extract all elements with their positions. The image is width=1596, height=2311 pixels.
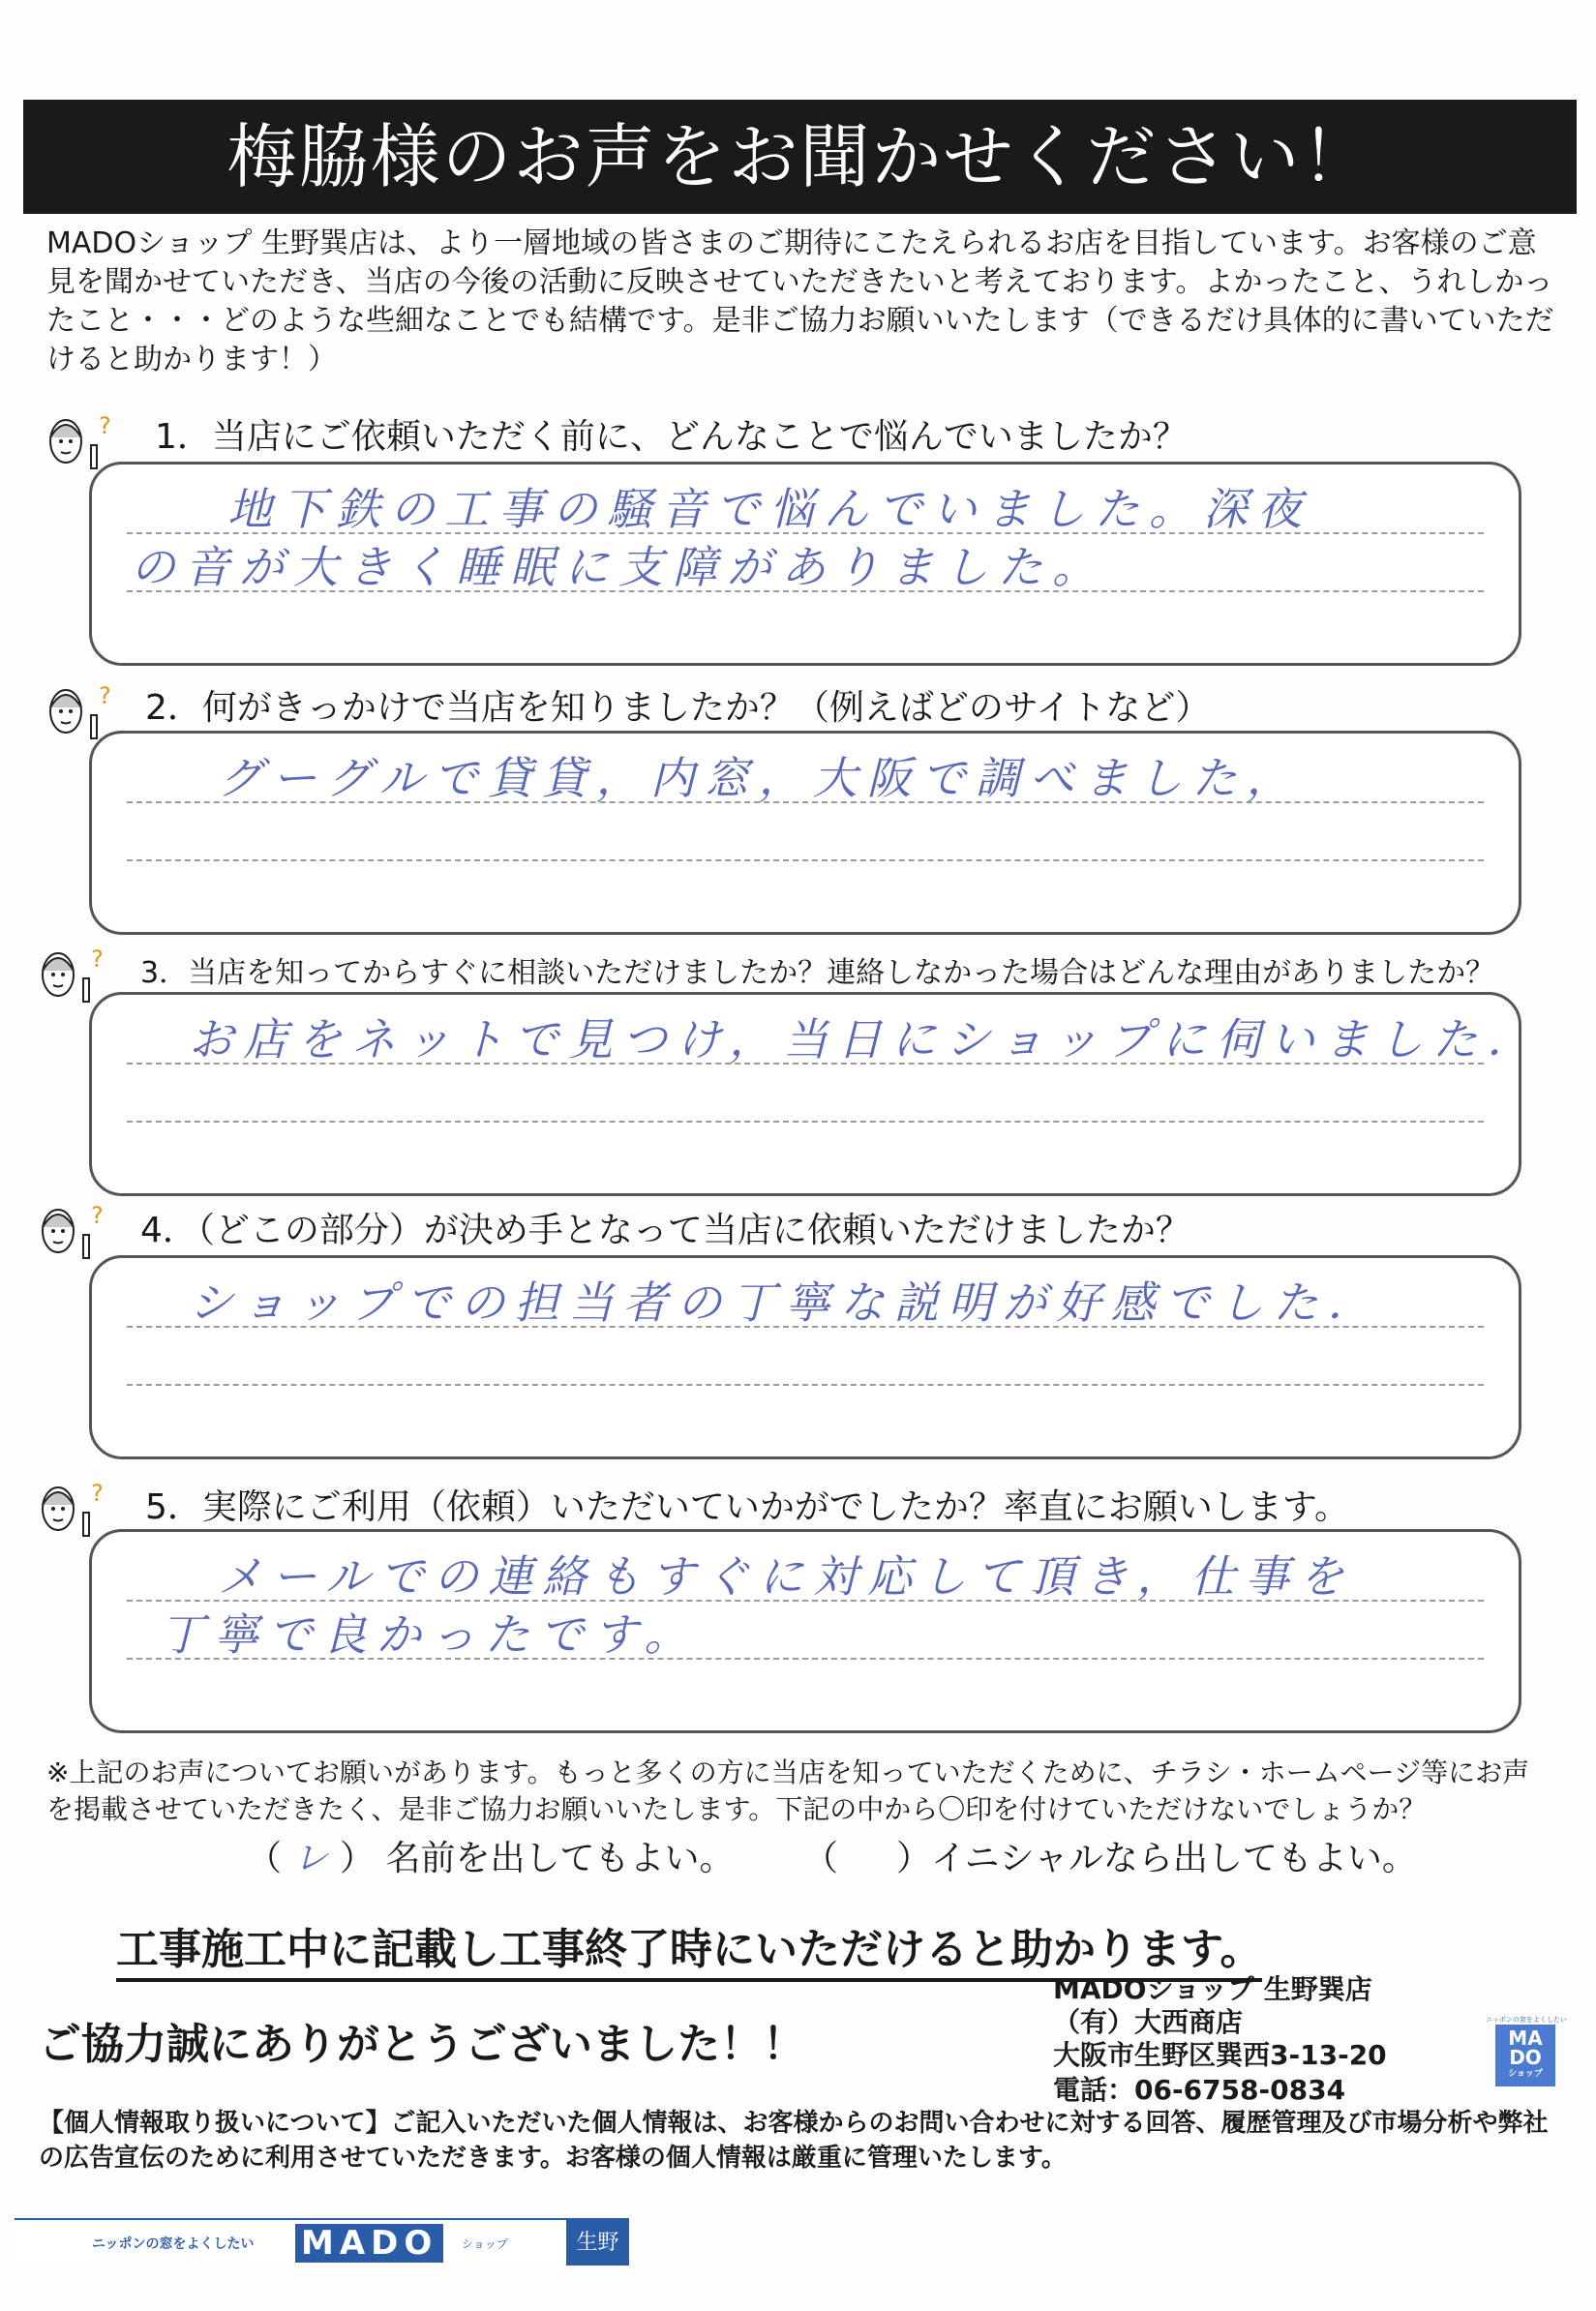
privacy-notice: 【個人情報取り扱いについて】ご記入いただいた個人情報は、お客様からのお問い合わせに対する回答、履歴管理及び市場分析や弊社の広告宣伝のために利用させていただきます。お客様の個人情報は厳重に管理いたします。 [39,2109,1549,2173]
thanks-message: ご協力誠にありがとうございました！！ [39,2020,805,2069]
person-thinking-icon [35,1200,110,1260]
answer-box-4 [89,1255,1521,1459]
answer-box-2 [89,731,1521,935]
footer-tagline: ニッポンの窓をよくしたい [92,2236,255,2252]
person-thinking-icon [43,680,118,740]
consent-open-paren: （ [803,1839,839,1878]
question-3: 3．当店を知ってからすぐに相談いただけましたか？連絡しなかった場合はどんな理由がありましたか？ [140,956,1495,990]
answer-box-5 [89,1529,1521,1733]
question-5: 5．実際にご利用（依頼）いただいていかがでしたか？率直にお願いします。 [145,1487,1350,1527]
question-1: 1．当店にご依頼いただく前に、どんなことで悩んでいましたか？ [155,417,1188,457]
shop-address: 大阪市生野区巽西3-13-20 [1053,2039,1387,2071]
request-line: 工事施工中に記載し工事終了時にいただけると助かります。 [116,1914,1262,1982]
answer-1-line-2: の音が大きく睡眠に支障がありました。 [131,541,1106,593]
consent-option-name[interactable] [247,1831,735,1880]
logo-tagline: ニッポンの窓をよくしたい [1486,2016,1567,2024]
footer-store: 生野巽 [566,2220,629,2266]
answer-3-line-1: お店をネットで見つけ，当日にショップに伺いました． [189,1013,1542,1065]
answer-2-line-1: グーグルで貸貸，内窓，大阪で調べました， [218,752,1301,804]
footer-brand: MADO [295,2224,443,2263]
svg-text:?: ? [91,945,104,973]
shop-company: （有）大西商店 [1053,2006,1244,2038]
logo-letters-top: MA [1508,2026,1543,2050]
svg-text:?: ? [99,412,111,439]
consent-close-paren: ） [340,1839,376,1878]
answer-5-line-2: 丁寧で良かったです。 [160,1608,699,1661]
mado-logo [1495,2025,1555,2086]
consent-name-label: 名前を出してもよい。 [385,1839,735,1878]
consent-initial-label: イニシャルなら出してもよい。 [931,1839,1417,1878]
answer-4-line-1: ショップでの担当者の丁寧な説明が好感でした． [189,1276,1382,1329]
logo-sub: ショップ [1508,2069,1543,2079]
answer-5-line-1: メールでの連絡もすぐに対応して頂き，仕事を [218,1550,1354,1603]
question-4: 4．（どこの部分）が決め手となって当店に依頼いただけましたか？ [140,1211,1190,1250]
person-thinking-icon [35,944,110,1004]
shop-name: MADOショップ 生野巽店 [1053,1973,1372,2005]
footer-banner [15,2218,629,2300]
svg-text:?: ? [91,1202,104,1229]
intro-text: MADOショップ 生野巽店は、より一層地域の皆さまのご期待にこたえられるお店を目指しています。お客様のご意見を聞かせていただき、当店の今後の活動に反映させていただきたいと考えております。よかったこと、うれしかったこと・・・どのような些細なことでも結構です。是非ご協力お願いいたします（できるだけ具体的に書いていただけると助かります！） [46,226,1554,376]
footer-brand-sub: ショップ [462,2237,508,2251]
svg-text:?: ? [99,682,111,709]
svg-text:?: ? [91,1480,104,1507]
consent-close-paren: ） [896,1839,932,1878]
page-title: 梅脇様のお声をお聞かせください！ [23,100,1577,214]
answer-box-3 [89,992,1542,1196]
person-thinking-icon [35,1478,110,1538]
consent-option-initial[interactable] [803,1831,1417,1880]
answer-box-1 [89,462,1521,666]
checkmark-icon: レ [293,1839,329,1878]
shop-phone: 電話：06-6758-0834 [1053,2074,1346,2106]
logo-letters-bottom: DO [1509,2046,1542,2069]
consent-open-paren: （ [247,1839,283,1878]
person-thinking-icon [43,410,118,470]
publication-note: ※上記のお声についてお願いがあります。もっと多くの方に当店を知っていただくために、チラシ・ホームページ等にお声を掲載させていただきたく、是非ご協力お願いいたします。下記の中から〇印を付けていただけないでしょうか？ [46,1756,1530,1825]
answer-1-line-1: 地下鉄の工事の騒音で悩んでいました。深夜 [227,483,1311,535]
question-2: 2．何がきっかけで当店を知りましたか？（例えばどのサイトなど） [145,688,1211,728]
